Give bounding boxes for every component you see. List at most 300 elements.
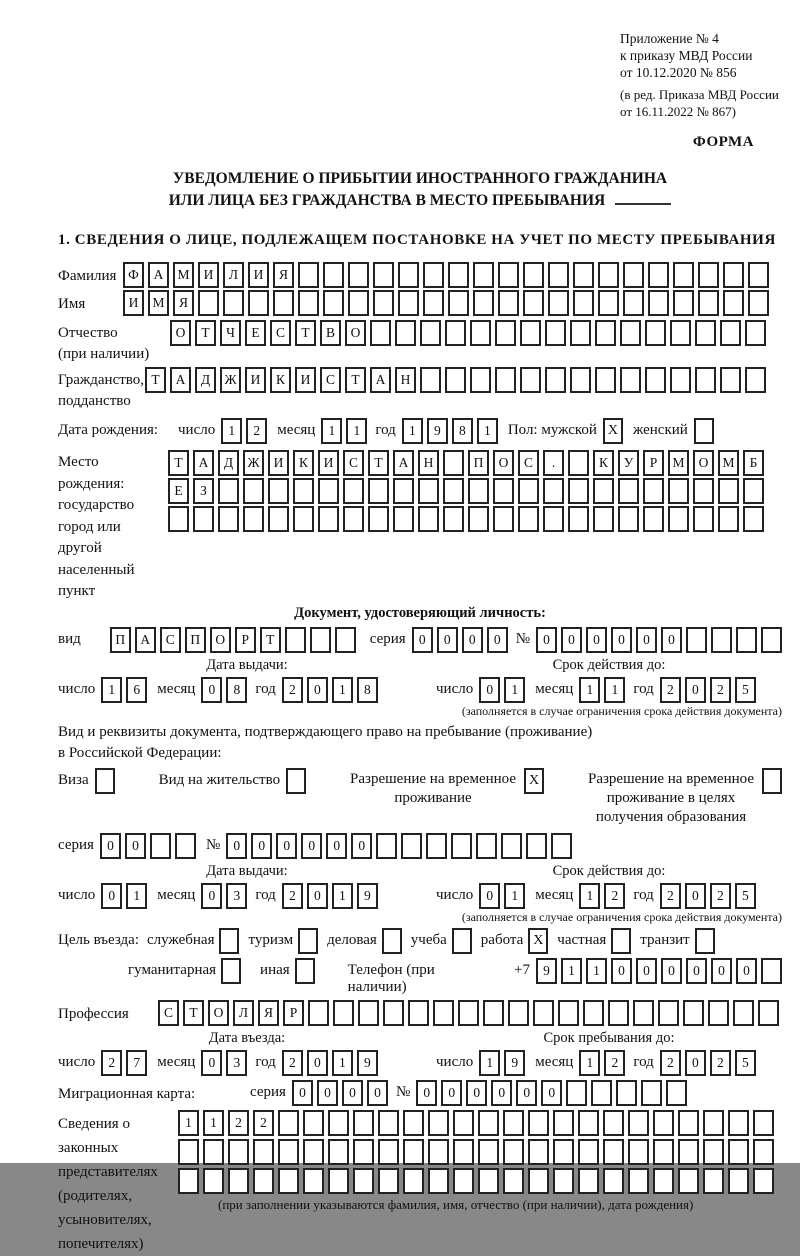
char-cell xyxy=(378,1110,399,1136)
char-cell xyxy=(683,1000,704,1026)
char-cell: 0 xyxy=(685,677,706,703)
char-cell xyxy=(403,1168,424,1194)
char-cell xyxy=(373,290,394,316)
sex-male-checkbox: X xyxy=(603,418,623,444)
char-cell xyxy=(618,478,639,504)
char-cell xyxy=(643,478,664,504)
firstname-cells xyxy=(123,290,769,316)
form-title-line2: ИЛИ ЛИЦА БЕЗ ГРАЖДАНСТВА В МЕСТО ПРЕБЫВАНИЯ xyxy=(58,190,782,212)
entry-day-cells xyxy=(101,1050,147,1076)
phone-cells xyxy=(536,958,782,984)
char-cell: Л xyxy=(233,1000,254,1026)
iddoc-issue-month-cells xyxy=(201,677,247,703)
migcard-number-cells xyxy=(416,1080,687,1106)
purpose-humanitarian: гуманитарная xyxy=(128,958,241,984)
char-cell: 1 xyxy=(579,883,600,909)
char-cell xyxy=(603,1139,624,1165)
char-cell xyxy=(545,320,566,346)
iddoc-series-cells xyxy=(412,627,508,653)
forma-label: ФОРМА xyxy=(692,134,754,150)
char-cell xyxy=(728,1110,749,1136)
purpose-humanitarian-checkbox xyxy=(221,958,241,984)
char-cell xyxy=(348,290,369,316)
char-cell xyxy=(578,1110,599,1136)
char-cell: 2 xyxy=(253,1110,274,1136)
char-cell: 0 xyxy=(307,883,328,909)
char-cell xyxy=(218,506,239,532)
char-cell: 0 xyxy=(686,958,707,984)
char-cell: И xyxy=(248,262,269,288)
char-cell: 1 xyxy=(586,958,607,984)
char-cell: М xyxy=(668,450,689,476)
char-cell: 1 xyxy=(178,1110,199,1136)
staydoc-valid-title: Срок действия до: xyxy=(552,862,666,879)
char-cell: 0 xyxy=(367,1080,388,1106)
char-cell xyxy=(695,367,716,393)
citizenship-cells xyxy=(145,367,766,393)
char-cell: 0 xyxy=(292,1080,313,1106)
char-cell: С xyxy=(518,450,539,476)
guardians-row1-cells xyxy=(178,1110,782,1136)
char-cell: К xyxy=(293,450,314,476)
char-cell: 2 xyxy=(282,883,303,909)
char-cell xyxy=(323,262,344,288)
char-cell xyxy=(278,1139,299,1165)
guardians-row3-cells xyxy=(178,1168,782,1194)
char-cell: 1 xyxy=(203,1110,224,1136)
char-cell: С xyxy=(343,450,364,476)
guardians-row2-cells xyxy=(178,1139,782,1165)
char-cell xyxy=(641,1080,662,1106)
field-patronymic xyxy=(58,320,782,365)
char-cell xyxy=(303,1168,324,1194)
char-cell xyxy=(566,1080,587,1106)
char-cell: 0 xyxy=(412,627,433,653)
iddoc-valid-year-cells xyxy=(660,677,756,703)
char-cell: 1 xyxy=(604,677,625,703)
char-cell: 0 xyxy=(586,627,607,653)
char-cell xyxy=(423,262,444,288)
iddoc-issue: Дата выдачи: число 1 6 месяц 0 8 год 2 0 1 8 xyxy=(58,657,436,703)
char-cell xyxy=(476,833,497,859)
char-cell xyxy=(553,1110,574,1136)
char-cell xyxy=(428,1110,449,1136)
char-cell xyxy=(570,320,591,346)
char-cell xyxy=(203,1139,224,1165)
char-cell xyxy=(595,320,616,346)
char-cell xyxy=(723,290,744,316)
char-cell xyxy=(478,1168,499,1194)
char-cell xyxy=(473,262,494,288)
char-cell xyxy=(591,1080,612,1106)
char-cell xyxy=(623,290,644,316)
char-cell xyxy=(223,290,244,316)
char-cell xyxy=(343,478,364,504)
char-cell: 1 xyxy=(332,1050,353,1076)
char-cell xyxy=(568,478,589,504)
char-cell: 6 xyxy=(126,677,147,703)
char-cell xyxy=(653,1139,674,1165)
char-cell: 0 xyxy=(100,833,121,859)
staydoc-number-cells xyxy=(226,833,572,859)
char-cell: 1 xyxy=(561,958,582,984)
char-cell: Ф xyxy=(123,262,144,288)
char-cell: О xyxy=(210,627,231,653)
char-cell xyxy=(403,1110,424,1136)
staydoc-visa: Виза xyxy=(58,768,115,794)
char-cell xyxy=(753,1168,774,1194)
birthplace-rows xyxy=(168,450,764,603)
char-cell: 0 xyxy=(226,833,247,859)
field-guardians xyxy=(58,1110,782,1256)
citizenship-label: Гражданство, подданство xyxy=(58,372,145,409)
char-cell: 0 xyxy=(487,627,508,653)
char-cell xyxy=(448,262,469,288)
ref-amend-line: от 16.11.2022 № 867) xyxy=(620,104,737,119)
char-cell: У xyxy=(618,450,639,476)
char-cell xyxy=(370,320,391,346)
char-cell: О xyxy=(493,450,514,476)
char-cell xyxy=(761,958,782,984)
char-cell: Т xyxy=(183,1000,204,1026)
char-cell xyxy=(348,262,369,288)
staydoc-series-cells xyxy=(100,833,196,859)
char-cell: 2 xyxy=(282,1050,303,1076)
char-cell xyxy=(753,1139,774,1165)
char-cell xyxy=(748,290,769,316)
char-cell: 8 xyxy=(357,677,378,703)
staydoc-issue-month-cells xyxy=(201,883,247,909)
field-birthplace xyxy=(58,450,782,603)
char-cell xyxy=(243,478,264,504)
purpose-tourism-checkbox xyxy=(298,928,318,954)
char-cell xyxy=(303,1139,324,1165)
char-cell xyxy=(243,506,264,532)
purpose-work: работа X xyxy=(481,928,549,954)
char-cell: А xyxy=(148,262,169,288)
char-cell xyxy=(616,1080,637,1106)
iddoc-valid-title: Срок действия до: xyxy=(552,656,666,673)
char-cell: К xyxy=(270,367,291,393)
stay-day-cells xyxy=(479,1050,525,1076)
char-cell: А xyxy=(393,450,414,476)
staydoc-issue: Дата выдачи: число 0 1 месяц 0 3 год 2 0 1 9 xyxy=(58,863,436,909)
char-cell xyxy=(443,450,464,476)
char-cell xyxy=(458,1000,479,1026)
iddoc-valid-note: (заполняется в случае ограничения срока действия документа) xyxy=(461,703,782,718)
char-cell: 0 xyxy=(437,627,458,653)
char-cell xyxy=(568,506,589,532)
iddoc-kind-label: вид xyxy=(58,630,81,647)
entry-date-title: Дата въезда: xyxy=(208,1029,286,1046)
char-cell: 5 xyxy=(735,1050,756,1076)
char-cell: 0 xyxy=(201,1050,222,1076)
char-cell: 0 xyxy=(251,833,272,859)
char-cell xyxy=(323,290,344,316)
char-cell: И xyxy=(123,290,144,316)
char-cell: 1 xyxy=(402,418,423,444)
char-cell xyxy=(178,1139,199,1165)
char-cell xyxy=(620,320,641,346)
char-cell xyxy=(293,506,314,532)
char-cell xyxy=(761,627,782,653)
field-profession xyxy=(58,1000,782,1026)
char-cell xyxy=(568,450,589,476)
char-cell xyxy=(376,833,397,859)
char-cell: 0 xyxy=(307,1050,328,1076)
ref-amend xyxy=(620,86,800,120)
char-cell xyxy=(670,320,691,346)
char-cell: 2 xyxy=(660,883,681,909)
char-cell: 2 xyxy=(101,1050,122,1076)
char-cell: 8 xyxy=(452,418,473,444)
char-cell: Я xyxy=(258,1000,279,1026)
char-cell xyxy=(335,627,356,653)
char-cell: 9 xyxy=(504,1050,525,1076)
char-cell xyxy=(273,290,294,316)
char-cell xyxy=(318,478,339,504)
char-cell xyxy=(658,1000,679,1026)
char-cell: Р xyxy=(643,450,664,476)
char-cell: 0 xyxy=(416,1080,437,1106)
char-cell: И xyxy=(245,367,266,393)
char-cell xyxy=(495,320,516,346)
char-cell xyxy=(745,367,766,393)
char-cell: 0 xyxy=(441,1080,462,1106)
char-cell: 1 xyxy=(332,677,353,703)
staydoc-edu-permit: Разрешение на временное проживание в целях получения образования xyxy=(588,768,782,827)
entry-month-cells xyxy=(201,1050,247,1076)
char-cell: К xyxy=(593,450,614,476)
entry-date: Дата въезда: число 2 7 месяц 0 3 год 2 0 1 9 xyxy=(58,1030,436,1076)
char-cell xyxy=(528,1139,549,1165)
char-cell xyxy=(175,833,196,859)
char-cell: 0 xyxy=(351,833,372,859)
iddoc-issue-year-cells xyxy=(282,677,378,703)
char-cell: Е xyxy=(245,320,266,346)
char-cell xyxy=(578,1168,599,1194)
char-cell: 0 xyxy=(711,958,732,984)
char-cell xyxy=(408,1000,429,1026)
char-cell xyxy=(523,290,544,316)
field-migcard xyxy=(58,1080,782,1106)
char-cell xyxy=(551,833,572,859)
char-cell xyxy=(293,478,314,504)
char-cell xyxy=(453,1139,474,1165)
char-cell xyxy=(268,506,289,532)
char-cell xyxy=(645,320,666,346)
birthdate-day-label: число xyxy=(178,422,216,438)
char-cell: Я xyxy=(173,290,194,316)
char-cell xyxy=(343,506,364,532)
char-cell xyxy=(218,478,239,504)
char-cell: Т xyxy=(260,627,281,653)
char-cell: С xyxy=(320,367,341,393)
char-cell xyxy=(543,506,564,532)
field-citizenship xyxy=(58,367,782,412)
char-cell xyxy=(443,478,464,504)
purpose-study: учеба xyxy=(411,928,472,954)
char-cell xyxy=(398,262,419,288)
char-cell: 0 xyxy=(636,958,657,984)
patronymic-label: Отчество (при наличии) xyxy=(58,325,150,362)
ref-amend-line: (в ред. Приказа МВД России xyxy=(620,87,779,102)
char-cell: О xyxy=(345,320,366,346)
surname-label: Фамилия xyxy=(58,268,117,284)
char-cell xyxy=(533,1000,554,1026)
char-cell: 1 xyxy=(346,418,367,444)
char-cell xyxy=(743,506,764,532)
char-cell xyxy=(378,1139,399,1165)
char-cell xyxy=(720,367,741,393)
char-cell: М xyxy=(173,262,194,288)
ref-line: к приказу МВД России xyxy=(620,48,753,63)
char-cell: О xyxy=(208,1000,229,1026)
char-cell: 0 xyxy=(685,883,706,909)
char-cell: 2 xyxy=(660,677,681,703)
char-cell: Д xyxy=(218,450,239,476)
char-cell xyxy=(573,262,594,288)
char-cell xyxy=(453,1110,474,1136)
char-cell: А xyxy=(135,627,156,653)
char-cell: Р xyxy=(283,1000,304,1026)
purpose-business-checkbox xyxy=(382,928,402,954)
iddoc-kind-row xyxy=(58,627,782,653)
char-cell xyxy=(328,1139,349,1165)
char-cell xyxy=(328,1168,349,1194)
char-cell xyxy=(253,1139,274,1165)
char-cell: 8 xyxy=(226,677,247,703)
birthplace-row3-cells xyxy=(168,506,764,532)
char-cell: Ж xyxy=(220,367,241,393)
char-cell xyxy=(748,262,769,288)
birthdate-month-label: месяц xyxy=(277,422,316,438)
char-cell xyxy=(695,320,716,346)
purpose-other-checkbox xyxy=(295,958,315,984)
form-title xyxy=(58,168,782,212)
char-cell: 2 xyxy=(710,1050,731,1076)
char-cell: 0 xyxy=(201,883,222,909)
char-cell: 2 xyxy=(710,677,731,703)
char-cell xyxy=(468,478,489,504)
migcard-number-label: № xyxy=(395,1083,411,1100)
char-cell xyxy=(278,1168,299,1194)
char-cell: . xyxy=(543,450,564,476)
section1-heading: 1. СВЕДЕНИЯ О ЛИЦЕ, ПОДЛЕЖАЩЕМ ПОСТАНОВКЕ НА УЧЕТ ПО МЕСТУ ПРЕБЫВАНИЯ xyxy=(58,232,776,248)
char-cell xyxy=(678,1139,699,1165)
char-cell xyxy=(570,367,591,393)
char-cell xyxy=(673,262,694,288)
stay-until-title: Срок пребывания до: xyxy=(543,1029,675,1046)
purpose-label: Цель въезда: xyxy=(58,931,139,948)
char-cell: 3 xyxy=(226,883,247,909)
char-cell xyxy=(358,1000,379,1026)
char-cell: 7 xyxy=(126,1050,147,1076)
birthplace-row1-cells xyxy=(168,450,764,476)
guardians-rows xyxy=(178,1110,782,1256)
staydoc-issue-year-cells xyxy=(282,883,378,909)
visa-checkbox xyxy=(95,768,115,794)
sex-female-label: женский xyxy=(632,422,688,438)
char-cell: 9 xyxy=(357,883,378,909)
char-cell xyxy=(310,627,331,653)
field-birthdate xyxy=(58,418,782,444)
char-cell xyxy=(703,1110,724,1136)
char-cell xyxy=(528,1110,549,1136)
char-cell xyxy=(503,1139,524,1165)
char-cell: 0 xyxy=(661,958,682,984)
staydoc-valid-year-cells xyxy=(660,883,756,909)
char-cell xyxy=(453,1168,474,1194)
char-cell xyxy=(745,320,766,346)
char-cell: 2 xyxy=(604,1050,625,1076)
char-cell xyxy=(503,1110,524,1136)
char-cell: 1 xyxy=(504,883,525,909)
purpose-private: частная xyxy=(557,928,631,954)
char-cell xyxy=(608,1000,629,1026)
char-cell xyxy=(308,1000,329,1026)
char-cell xyxy=(553,1139,574,1165)
char-cell xyxy=(493,506,514,532)
char-cell xyxy=(228,1168,249,1194)
char-cell: 0 xyxy=(736,958,757,984)
char-cell xyxy=(736,627,757,653)
char-cell: П xyxy=(468,450,489,476)
iddoc-dates xyxy=(58,657,782,703)
char-cell xyxy=(723,262,744,288)
char-cell xyxy=(383,1000,404,1026)
char-cell xyxy=(711,627,732,653)
char-cell: И xyxy=(295,367,316,393)
char-cell xyxy=(298,262,319,288)
char-cell xyxy=(473,290,494,316)
profession-cells xyxy=(158,1000,779,1026)
char-cell: М xyxy=(718,450,739,476)
char-cell: С xyxy=(270,320,291,346)
char-cell: И xyxy=(318,450,339,476)
char-cell xyxy=(618,506,639,532)
char-cell xyxy=(508,1000,529,1026)
char-cell: 0 xyxy=(611,627,632,653)
char-cell xyxy=(673,290,694,316)
title-blank-underline xyxy=(615,191,671,205)
char-cell xyxy=(328,1110,349,1136)
iddoc-issue-day-cells xyxy=(101,677,147,703)
char-cell: В xyxy=(320,320,341,346)
ref-line: Приложение № 4 xyxy=(620,31,719,46)
guardians-labels: Сведения о законных представителях (родителях, усыновителях, попечителях) xyxy=(58,1115,158,1252)
birthplace-row2-cells xyxy=(168,478,764,504)
sex-male-label: Пол: мужской xyxy=(507,422,597,438)
char-cell xyxy=(478,1110,499,1136)
char-cell xyxy=(518,478,539,504)
char-cell xyxy=(703,1139,724,1165)
char-cell xyxy=(548,262,569,288)
staydoc-valid-month-cells xyxy=(579,883,625,909)
char-cell xyxy=(553,1168,574,1194)
char-cell: 0 xyxy=(326,833,347,859)
char-cell: 0 xyxy=(661,627,682,653)
char-cell: 9 xyxy=(536,958,557,984)
char-cell: З xyxy=(193,478,214,504)
char-cell: И xyxy=(268,450,289,476)
char-cell xyxy=(503,1168,524,1194)
char-cell: 0 xyxy=(611,958,632,984)
sex-female-checkbox xyxy=(694,418,714,444)
char-cell: 0 xyxy=(466,1080,487,1106)
char-cell xyxy=(353,1139,374,1165)
char-cell xyxy=(648,262,669,288)
